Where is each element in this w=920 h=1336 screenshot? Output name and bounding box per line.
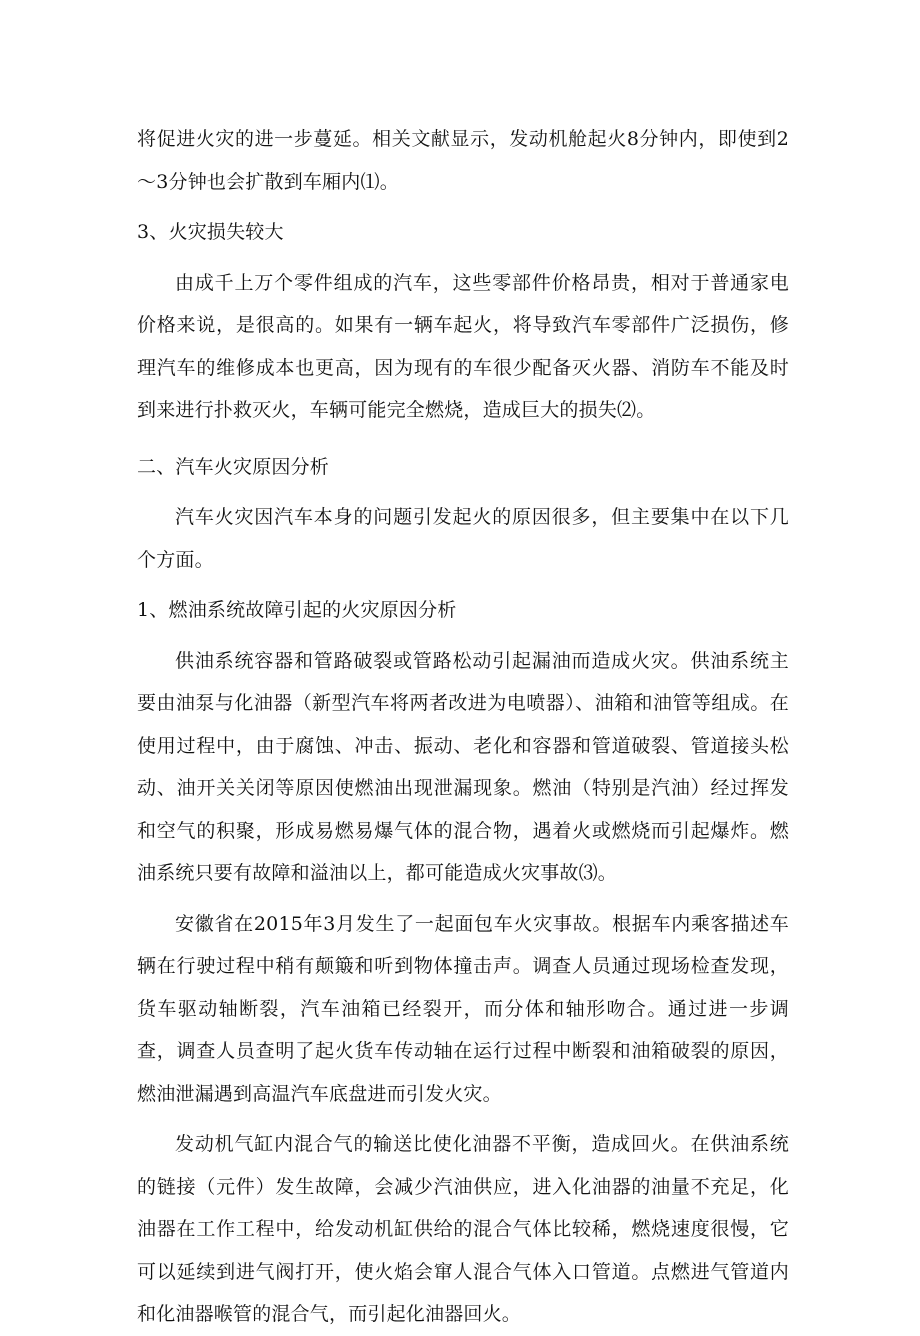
section-heading-cause-analysis: 二、汽车火灾原因分析 — [137, 455, 330, 478]
paragraph-anhui-case: 安徽省在2015年3月发生了一起面包车火灾事故。根据车内乘客描述车辆在行驶过程中稍有颠簸和听到物体撞击声。调查人员通过现场检查发现，货车驱动轴断裂，汽车油箱已经裂开，而分体和轴形吻合。通过进一步调查，调查人员查明了起火货车传动轴在运行过程中断裂和油箱破裂的原因，燃油泄漏遇到高温汽车底盘进而引发火灾。 — [137, 912, 789, 1105]
paragraph-backfire: 发动机气缸内混合气的输送比使化油器不平衡，造成回火。在供油系统的链接（元件）发生故障，会减少汽油供应，进入化油器的油量不充足，化油器在工作工程中，给发动机缸供给的混合气体比较稀，燃烧速度很慢，它可以延续到进气阀打开，使火焰会窜人混合气体入口管道。点燃进气管道内和化油器喉管的混合气，而引起化油器回火。 — [137, 1133, 789, 1325]
paragraph-fire-loss: 由成千上万个零件组成的汽车，这些零部件价格昂贵，相对于普通家电价格来说，是很高的。如果有一辆车起火，将导致汽车零部件广泛损伤，修理汽车的维修成本也更高，因为现有的车很少配备灭火器、消防车不能及时到来进行扑救灭火，车辆可能完全燃烧，造成巨大的损失⑵。 — [137, 271, 789, 421]
paragraph-intro: 汽车火灾因汽车本身的问题引发起火的原因很多，但主要集中在以下几个方面。 — [137, 506, 789, 571]
paragraph-continuation: 将促进火灾的进一步蔓延。相关文献显示，发动机舱起火8分钟内，即使到2～3分钟也会扩散到车厢内⑴。 — [137, 128, 789, 193]
paragraph-fuel-system: 供油系统容器和管路破裂或管路松动引起漏油而造成火灾。供油系统主要由油泵与化油器（新型汽车将两者改进为电喷器）、油箱和油管等组成。在使用过程中，由于腐蚀、冲击、振动、老化和容器和管道破裂、管道接头松动、油开关关闭等原因使燃油出现泄漏现象。燃油（特别是汽油）经过挥发和空气的积聚，形成易燃易爆气体的混合物，遇着火或燃烧而引起爆炸。燃油系统只要有故障和溢油以上，都可能造成火灾事故⑶。 — [137, 649, 789, 884]
document-body — [137, 118, 789, 1336]
subheading-fire-loss: 3、火灾损失较大 — [137, 221, 284, 243]
subheading-fuel-system: 1、燃油系统故障引起的火灾原因分析 — [137, 599, 457, 621]
